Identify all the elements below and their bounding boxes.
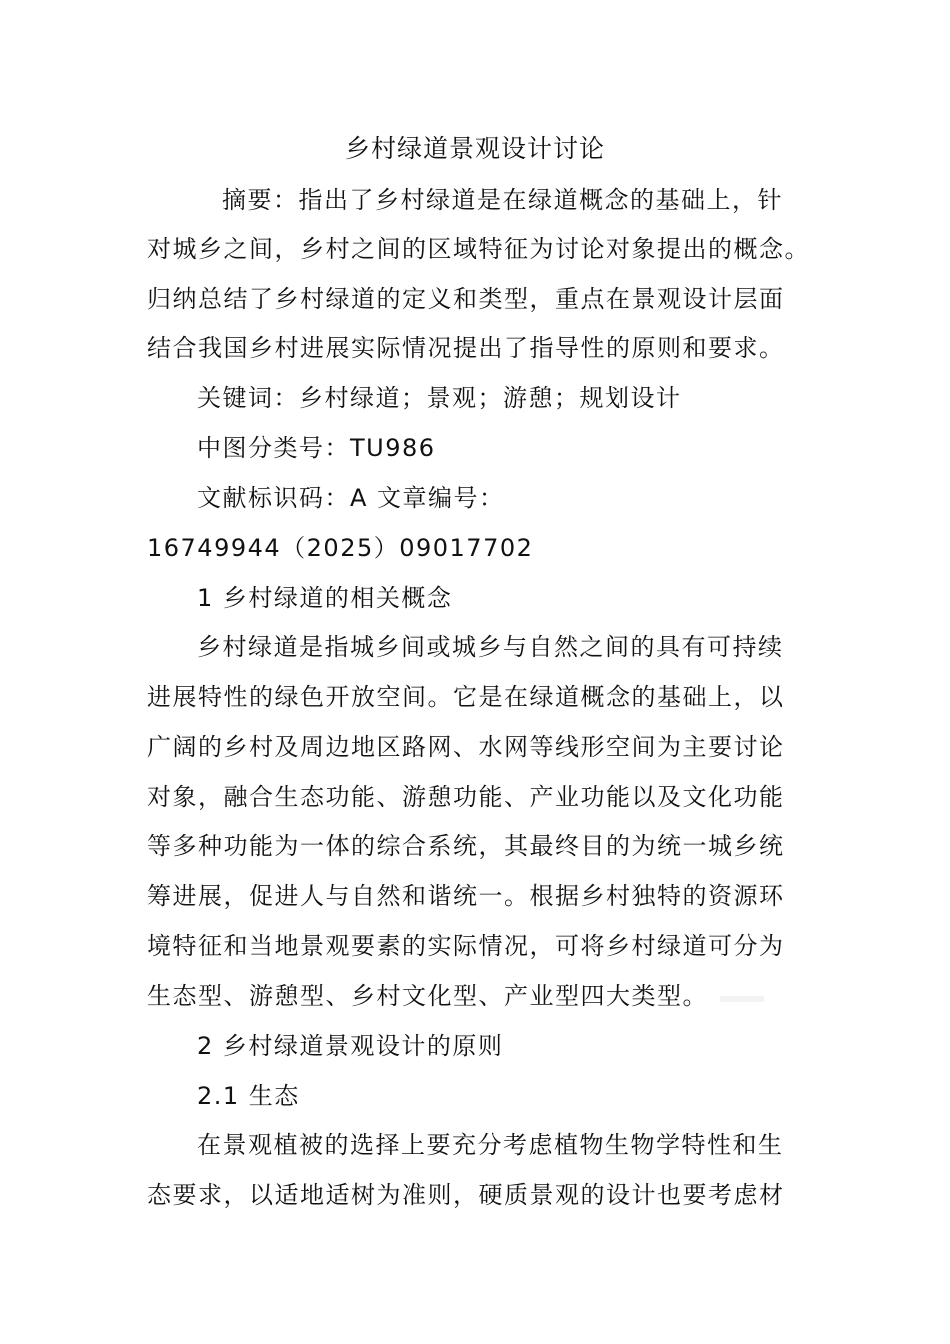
- paragraph-line: 广阔的乡村及周边地区路网、水网等线形空间为主要讨论: [147, 733, 785, 761]
- paragraph-line: 对象，融合生态功能、游憩功能、产业功能以及文化功能: [147, 783, 785, 811]
- paragraph-line: 等多种功能为一体的综合系统，其最终目的为统一城乡统: [147, 832, 785, 860]
- abstract-line: 归纳总结了乡村绿道的定义和类型，重点在景观设计层面: [147, 285, 785, 313]
- paragraph-line: 筹进展，促进人与自然和谐统一。根据乡村独特的资源环: [147, 882, 785, 910]
- paragraph-line: 乡村绿道是指城乡间或城乡与自然之间的具有可持续: [197, 633, 784, 661]
- paragraph-line: 进展特性的绿色开放空间。它是在绿道概念的基础上，以: [147, 683, 785, 711]
- paragraph-line: 境特征和当地景观要素的实际情况，可将乡村绿道可分为: [147, 932, 785, 960]
- article-number-line: 16749944（2025）09017702: [147, 534, 534, 562]
- paragraph-line: 生态型、游憩型、乡村文化型、产业型四大类型。: [147, 982, 708, 1010]
- abstract-line: 摘要：指出了乡村绿道是在绿道概念的基础上，针: [222, 186, 783, 214]
- faint-mark: [720, 996, 764, 1002]
- section-1-heading: 1 乡村绿道的相关概念: [197, 584, 453, 612]
- section-2-heading: 2 乡村绿道景观设计的原则: [197, 1032, 504, 1060]
- paragraph-line: 态要求，以适地适树为准则，硬质景观的设计也要考虑材: [147, 1181, 785, 1209]
- abstract-line: 结合我国乡村进展实际情况提出了指导性的原则和要求。: [147, 334, 785, 362]
- document-code-line: 文献标识码：A 文章编号：: [197, 484, 505, 512]
- clc-line: 中图分类号：TU986: [197, 434, 436, 462]
- keywords-line: 关键词：乡村绿道；景观；游憩；规划设计: [197, 384, 682, 412]
- paragraph-line: 在景观植被的选择上要充分考虑植物生物学特性和生: [197, 1131, 784, 1159]
- abstract-line: 对城乡之间，乡村之间的区域特征为讨论对象提出的概念。: [147, 235, 810, 263]
- document-title: 乡村绿道景观设计讨论: [344, 134, 605, 163]
- section-2-1-heading: 2.1 生态: [197, 1082, 300, 1110]
